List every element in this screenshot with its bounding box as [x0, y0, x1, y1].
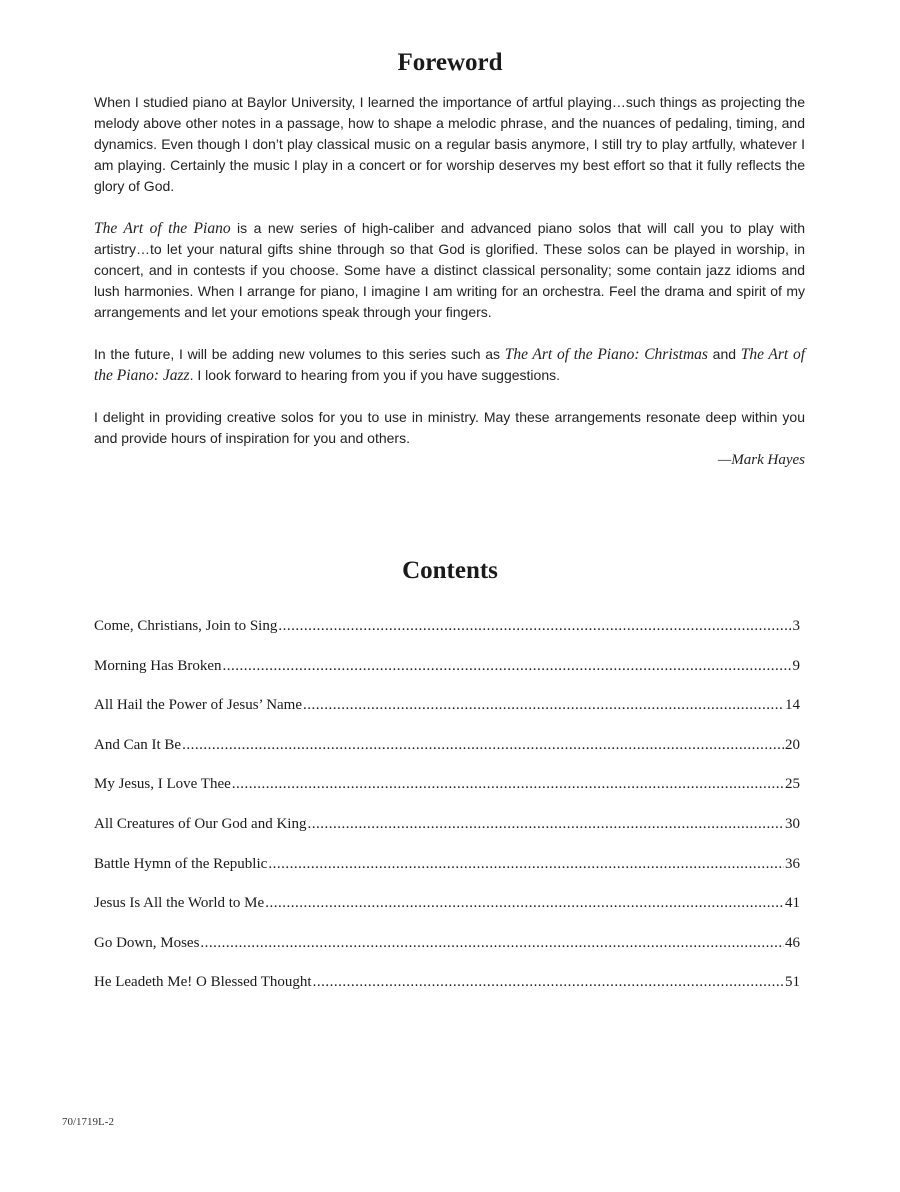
toc-entry-title: All Hail the Power of Jesus’ Name	[94, 697, 303, 714]
dot-leader	[313, 974, 784, 991]
toc-entry-title: My Jesus, I Love Thee	[94, 776, 231, 793]
toc-entry-page: 46	[785, 934, 800, 951]
dot-leader	[223, 658, 792, 675]
toc-entry	[94, 776, 800, 816]
toc-entry-page: 36	[785, 855, 800, 872]
toc-entry-page: 3	[792, 618, 800, 634]
toc-entry-title: Go Down, Moses	[94, 934, 200, 951]
author-signature: —Mark Hayes	[717, 452, 805, 468]
toc-entry-page: 9	[792, 657, 800, 674]
series-title: The Art of the Piano	[94, 220, 231, 237]
toc-entry-page: 41	[785, 895, 800, 912]
toc-entry	[94, 895, 800, 935]
volume-title-christmas: The Art of the Piano: Christmas	[504, 346, 708, 363]
toc-entry	[94, 935, 800, 975]
toc-entry-title: All Creatures of Our God and King	[94, 815, 307, 832]
dot-leader	[200, 935, 784, 952]
foreword-heading: Foreword	[397, 49, 503, 76]
table-of-contents	[94, 618, 800, 1014]
foreword-paragraph-1: When I studied piano at Baylor University, I learned the importance of artful playing…such things as projecting the melody above other notes in a passage, how to shape a melodic phrase, and the nuances of pedaling, timing, and dynamics. Even though I don’t play classical music on a regular basis anymore, I still try to play artfully, whatever I am playing. Certainly the music I play in a concert or for worship deserves my best effort so that it fully reflects the glory of God.	[94, 94, 805, 194]
toc-entry-page: 51	[785, 974, 800, 991]
dot-leader	[265, 895, 784, 912]
dot-leader	[307, 816, 784, 833]
toc-entry	[94, 816, 800, 856]
toc-entry-page: 20	[785, 736, 800, 753]
toc-entry-title: Jesus Is All the World to Me	[94, 895, 265, 912]
foreword-paragraph-4: I delight in providing creative solos for you to use in ministry. May these arrangements resonate deep within you and provide hours of inspiration for you and others.	[94, 409, 805, 446]
dot-leader	[232, 776, 784, 793]
toc-entry-title: Morning Has Broken	[94, 657, 222, 674]
toc-entry	[94, 658, 800, 698]
toc-entry-title: And Can It Be	[94, 736, 182, 753]
toc-entry-title: Battle Hymn of the Republic	[94, 855, 268, 872]
toc-entry	[94, 737, 800, 777]
dot-leader	[303, 697, 784, 714]
catalog-number: 70/1719L-2	[62, 1116, 114, 1128]
toc-entry-page: 14	[785, 697, 800, 714]
foreword-paragraph-2: The Art of the Piano is a new series of high-caliber and advanced piano solos that will call you to play with artistry…to let your natural gifts shine through so that God is glorified. These solos can be played in worship, in concert, and in contests if you choose. Some have a distinct classical personality; some contain jazz idioms and lush harmonies. When I arrange for piano, I imagine I am writing for an orchestra. Feel the drama and spirit of my arrangements and let your emotions speak through your fingers.	[94, 220, 805, 320]
toc-entry	[94, 697, 800, 737]
dot-leader	[182, 737, 784, 754]
contents-heading: Contents	[402, 557, 498, 584]
foreword-body	[94, 92, 805, 471]
dot-leader	[268, 856, 784, 873]
toc-entry	[94, 974, 800, 1014]
foreword-paragraph-3: In the future, I will be adding new volumes to this series such as The Art of the Piano: Christmas and The Art of the Piano: Jazz. I look forward to hearing from you if you have suggestions.	[94, 346, 805, 384]
toc-entry-title: He Leadeth Me! O Blessed Thought	[94, 974, 312, 991]
toc-entry	[94, 856, 800, 896]
volume-title-jazz: The Art of the Piano: Jazz	[94, 346, 805, 384]
dot-leader	[278, 618, 791, 635]
toc-entry-page: 30	[785, 815, 800, 832]
toc-entry-title: Come, Christians, Join to Sing	[94, 618, 278, 634]
toc-entry-page: 25	[785, 776, 800, 793]
toc-entry	[94, 618, 800, 658]
